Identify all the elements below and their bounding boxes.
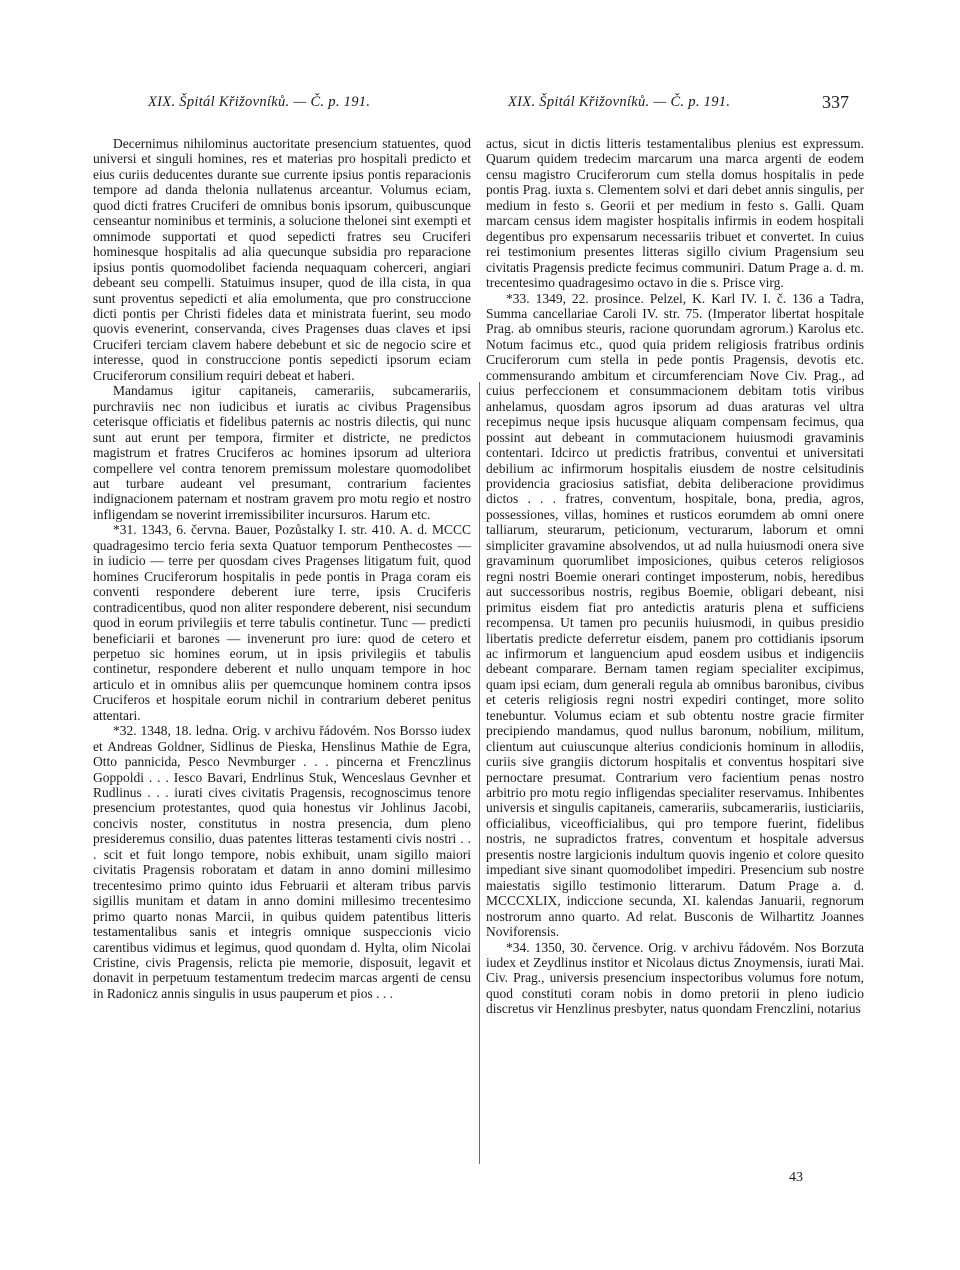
- entry-31: *31. 1343, 6. června. Bauer, Pozůstalky I. str. 410. A. d. MCCC quadragesimo tercio feria sexta Quatuor temporum Penthecostes — in iudicio — terre per quosdam cives Pragenses litigatum fuit, quod homines Cruciferorum hospitalis in pede pontis in Praga coram eis conventi respondere deberent iure terre, ipsis Cruciferis contradicentibus, quod non aliter respondere deberent, nisi secundum quod in eorum privilegiis et terre tabulis continetur. Tunc — predicti beneficiarii et barones — invenerunt pro iure: quod de cetero et perpetuo sic homines eorum, ut in ipsis privilegiis et tabulis continetur, respondere deberent et nullo unquam tempore in hoc articulo et in omnibus aliis per quemcunque hominem contra ipsos Cruciferos et hospitale eorum nichil in contrarium deberet penitus attentari.: [93, 522, 471, 723]
- running-header-left: XIX. Špitál Křižovníků. — Č. p. 191.: [148, 94, 371, 110]
- column-divider: [479, 382, 480, 1164]
- paragraph: Decernimus nihilominus auctoritate presencium statuentes, quod universi et singuli homines, res et materias pro hospitali predicto et eius curiis deducentes durante sue currente ipsius pontis reparacionis tempore ad danda thelonia nullatenus arceantur. Volumus eciam, quod dicti fratres Cruciferi de omnibus bonis ipsorum, quibuscunque censeantur nominibus et terminis, a solucione thelonei sint exempti et omnimode supportati et quod sepedicti fratres seu Cruciferi hominesque hospitalis ad alia quecunque subsidia pro reparacione ipsius pontis quomodolibet facienda nequaquam coherceri, angiari debeant seu compelli. Statuimus insuper, quod de illa cista, in qua sunt proventus sepedicti et alia emolumenta, que pro construccione dicti pontis per Christi fideles data et ministrata fuerint, seu modo quovis evenerint, conservanda, cives Pragenses duas claves et ipsi Cruciferi terciam clavem habere debebunt et sic de negocio scire et interesse, quod in construccione pontis sepedicti ipsorum eciam Cruciferorum consilium requiri debeat et haberi.: [93, 136, 471, 383]
- entry-34: *34. 1350, 30. července. Orig. v archivu řádovém. Nos Borzuta iudex et Zeydlinus institor et Nicolaus dictus Znoymensis, iurati Mai. Civ. Prag., universis presencium inspectoribus volumus fore notum, quod constituti coram nobis in domo pretorii in pleno iudicio discretus vir Henzlinus presbyter, natus quondam Frenczlini, notarius: [486, 939, 864, 1017]
- signature-mark: 43: [789, 1170, 803, 1185]
- running-header: [0, 94, 960, 118]
- paragraph: actus, sicut in dictis litteris testamentalibus plenius est expressum. Quarum quidem tredecim marcarum una marca argenti de eodem censu magistro Cruciferorum cum stella domus hospitalis in pede pontis Prag. iuxta s. Clementem solvi et dari debet annis singulis, per medium in festo s. Georii et per medium in festo s. Galli. Quam marcam census idem magister hospitalis infirmis in eodem hospitali degentibus pro expensarum necessariis tribuet et convertet. In cuius rei testimonium presentes litteras sigillo civium Pragensium seu civitatis Pragensis predicte fecimus communiri. Datum Prage a. d. m. trecentesimo quadragesimo octavo in die s. Prisce virg.: [486, 136, 864, 291]
- entry-32: *32. 1348, 18. ledna. Orig. v archivu řádovém. Nos Borsso iudex et Andreas Goldner, Sidlinus de Pieska, Henslinus Mathie de Egra, Otto pannicida, Pesco Nevmburger . . . pincerna et Frenczlinus Goppoldi . . . Iesco Bavari, Endrlinus Stuk, Wenceslaus Gevnher et Rudlinus . . . iurati cives civitatis Pragensis, recognoscimus tenore presencium protestantes, quod quia honestus vir Johlinus Jacobi, concivis noster, constitutus in nostra presencia, dum pleno presideremus consilio, duas patentes litteras testamenti civis nostri . . . scit et fuit longo tempore, nobis exhibuit, unam sigillo maiori civitatis Pragensis roboratam et datam in anno domini millesimo trecentesimo primo quinto idus Februarii et alteram tribus parvis sigillis munitam et datam in anno domini millesimo trecentesimo primo quarto nonas Marcii, in quibus quidem patentibus litteris testamentalibus sanis et integris omnique suspeccionis vicio carentibus vidimus et legimus, quod quondam d. Hylta, olim Nicolai Cristine, civis Pragensis, relicta pie memorie, disposuit, legavit et donavit in perpetuum testamentum tredecim marcas argenti de censu in Radonicz annis singulis in usus pauperum et pios . . .: [93, 723, 471, 1001]
- right-column: [486, 136, 864, 1017]
- paragraph: Mandamus igitur capitaneis, camerariis, subcamerariis, purchraviis nec non iudicibus et iuratis ac civibus Pragensibus ceterisque officiatis et fidelibus paternis ac nostris dilectis, qui nunc sunt aut erunt per tempora, firmiter et districte, ne predictos magistrum et fratres Cruciferos ac homines ipsorum ad ulteriora compellere vel contra tenorem premissum molestare quomodolibet aut turbare audeant vel presumant, contrarium facientes indignacionem paternam et nostram gravem pro motu regio et nostro infligendam se noverint irremissibiliter incursuros. Harum etc.: [93, 383, 471, 522]
- left-column: [93, 136, 471, 1001]
- running-header-right: XIX. Špitál Křižovníků. — Č. p. 191.: [508, 94, 731, 110]
- page-number: 337: [822, 92, 849, 112]
- entry-33: *33. 1349, 22. prosince. Pelzel, K. Karl IV. I. č. 136 a Tadra, Summa cancellariae Caroli IV. str. 75. (Imperator libertat hospitale Prag. ab omnibus steuris, racione quorundam agrorum.) Karolus etc. Notum facimus etc., quod quia pridem religiosis fratribus ordinis Cruciferorum cum stella in pede pontis Pragensis, devotis etc. commensurando ambitum et circumferenciam Nove Civ. Prag., ad cuius perfeccionem et consummacionem debitam totis viribus anhelamus, quosdam agros ipsorum ad duas araturas vel ultra recepimus neque ipsis hucusque aliquam compensam fecimus, qua possint aut debeant in commutacionem huiusmodi gravaminis contentari. Idcirco ut predictis fratribus, conventui et universitati debilium ac infirmorum hospitalis eiusdem de nostre celsitudinis providencia graciosius satisfiat, debita deliberacione providimus dictos . . . fratres, conventum, hospitale, bona, predia, agros, possessiones, villas, homines et rusticos eorumdem ab omni onere talliarum, steurarum, peticionum, vecturarum, laborum et omni simpliciter gravamine absolvendos, ut ad nulla huiusmodi onera sive gravaminum quorumlibet imposiciones, quibus ceteros religiosos regni nostri Boemie onerari continget imposterum, nobis, heredibus aut successoribus nostris, regibus Boemie, obligari debeant, nisi primitus eisdem fiat pro antedictis araturis plena et sufficiens recompensa. Ut tamen pro pecuniis huiusmodi, in quibus presidio libertatis predicte deferretur eisdem, panem pro cottidianis ipsorum ac infirmorum et languencium apud eosdem usibus et indigenciis debeant comparare. Bernam tamen regiam specialiter excipimus, quam ipsi eciam, dum generali regula ab omnibus baronibus, civibus et ceteris religiosis regni nostri expediri continget, more solito tenebuntur. Volumus eciam et sub obtentu nostre gracie firmiter precipiendo mandamus, quod nullus baronum, nobilium, militum, clientum aut cuiuscunque alterius condicionis hominum in allodiis, curiis sive grangiis dictorum hospitalis et conventus hospitari sive pernoctare presumat. Contrarium vero facientium penas nostro arbitrio pro motu regio infligendas specialiter reservamus. Inhibentes universis et singulis capitaneis, camerariis, subcamerariis, iusticiariis, officialibus, viceofficialibus, qui pro tempore fuerint, fidelibus nostris, ne supradictos fratres, conventum et hospitale adversus presentis nostre largicionis indultum quovis ingenio et colore quesito impediant sive sinant quomodolibet impediri. Presencium sub nostre maiestatis sigillo testimonio litterarum. Datum Prage a. d. MCCCXLIX, indiccione secunda, XI. kalendas Januarii, regnorum nostrorum anno quarto. Ad relat. Busconis de Wilhartitz Joannes Noviforensis.: [486, 290, 864, 940]
